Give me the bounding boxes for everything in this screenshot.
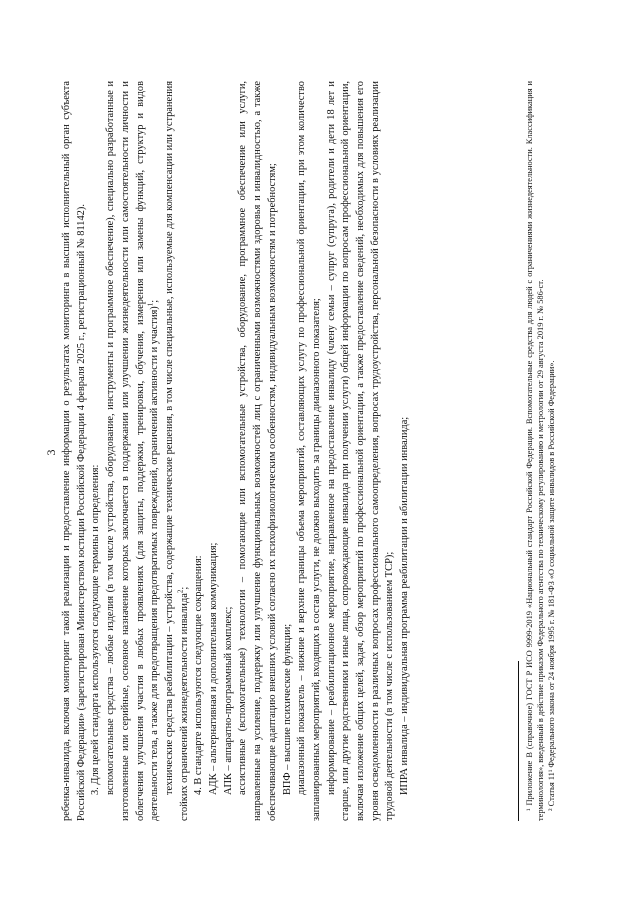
paragraph: технические средства реабилитации – устройства, содержащие технические решения, в том числе специальные, используемые для компенсации или устранения стойких ограничений жизнедеятельности инвалида$^2$; <box>163 81 190 821</box>
page-number: 3 <box>44 449 58 456</box>
paragraph <box>325 81 399 821</box>
paragraph-text: ИПРА инвалида – индивидуальная программа реабилитации и абилитации инвалида; <box>399 416 411 795</box>
paragraph <box>207 81 222 821</box>
paragraph <box>60 81 89 821</box>
paragraph-text: диапазонный показатель – нижние и верхние границы объема мероприятий, составляющих услугу по профессиональной ориентации, при этом количество запланированных мероприятий, входящих в состав услуги, не должно выходить за границы диапазонного показателя; <box>296 81 322 821</box>
paragraph-text: 3. Для целей стандарта используются следующие термины и определения: <box>90 464 102 795</box>
paragraph <box>236 81 280 821</box>
paragraph: вспомогательные средства – любые изделия (в том числе устройства, оборудование, инструменты и программное обеспечение), специально разработанные и изготовленные или серийные, основное назначение которых заключается в поддержании или улучшении жизнедеятельности или самостоятельности личности и облегчения улучшения участия в любых проявлениях (для защиты, поддержки, тренировки, обучения, измерения или замены функций, структур и видов деятельности тела, а также для предотвращения предотвратимых повреждений, ограничений активности и участия)$^1$; <box>105 81 161 821</box>
footnote: ² Статья 11¹ Федерального закона от 24 ноября 1995 г. № 181-ФЗ «О социальной защите инвалидов в Российской Федерации». <box>547 360 556 811</box>
paragraph-text: вспомогательные средства – любые изделия (в том числе устройства, оборудование, инструменты и программное обеспечение), специально разработанные и изготовленные или серийные, основное назначение которых заключается в поддержании или улучшении жизнедеятельности или самостоятельности личности и облегчения улучшения участия в любых проявлениях (для защиты, поддержки, тренировки, обучения, измерения или замены функций, структур и видов деятельности тела, а также для предотвращения предотвратимых повреждений, ограничений активности и участия) <box>105 81 161 821</box>
footnote-marker: 2 <box>176 589 185 594</box>
footnote-divider <box>518 661 519 821</box>
paragraph-text: информирование – реабилитационное мероприятие, направленное на предоставление инвалиду (члену семьи – супруг (супруга), родители и дети 18 лет и старше, или другие родственники и иные лица, сопровождающие инвалида при получении услуги) общей информации по вопросам профессиональной ориентации, включая изложение общих целей, задач, обзор мероприятий по профессиональной ориентации, а также предоставление сведений, необходимых для повышения его уровня осведомленности в различных вопросах профессионального самоопределения, вопросах трудоустройства, персональной безопасности в условиях реализации трудовой деятельности (в том числе с использованием ТСР); <box>325 81 396 821</box>
footnote-marker: 1 <box>146 302 155 307</box>
paragraph <box>281 81 296 821</box>
paragraph-text: ребенка-инвалида, включая мониторинг такой реализации и предоставление информации о результатах мониторинга в высший исполнительный орган субъекта Российской Федерации» (зарегистрирован Министерством юстиции Российской Федерации 4 февраля 2025 г., регистрационный № 81142). <box>61 81 87 821</box>
paragraph-text: технические средства реабилитации – устройства, содержащие технические решения, в том числе специальные, используемые для компенсации или устранения стойких ограничений жизнедеятельности инвалида <box>163 81 190 821</box>
body-text <box>60 81 413 821</box>
paragraph-text: ВПФ – высшие психические функции; <box>281 623 293 795</box>
paragraph <box>222 81 237 821</box>
paragraph <box>89 81 104 821</box>
paragraph <box>295 81 324 821</box>
paragraph <box>192 81 207 821</box>
paragraph-text: 4. В стандарте используются следующие сокращения: <box>193 555 205 795</box>
footnotes <box>524 81 557 821</box>
footnote: ¹ Приложение В (справочное) ГОСТ Р ИСО 9999-2019 «Национальный стандарт Российской Федерации. Вспомогательные средства для людей с ограничениями жизнедеятельности. Классификация и терминология», введенный в действие приказом Федерального агентства по техническому регулированию и метрологии от 29 августа 2019 г. № 586-ст. <box>525 81 545 821</box>
paragraph-text: ассистивные (вспомогательные) технологии – помогающие или вспомогательные устройства, оборудование, программное обеспечение или услуги, направленные на усиление, поддержку или улучшение функциональных возможностей лиц с ограниченными возможностями здоровья и инвалидностью, а также обеспечивающие адаптацию внешних условий согласно их психофизиологическим особенностям, индивидуальным возможностям и потребностям; <box>237 81 278 821</box>
paragraph-text: АПК – аппаратно-программный комплекс; <box>222 606 234 795</box>
paragraph <box>398 81 413 821</box>
paragraph-text: АДК – альтернативная и дополнительная коммуникация; <box>208 542 220 795</box>
